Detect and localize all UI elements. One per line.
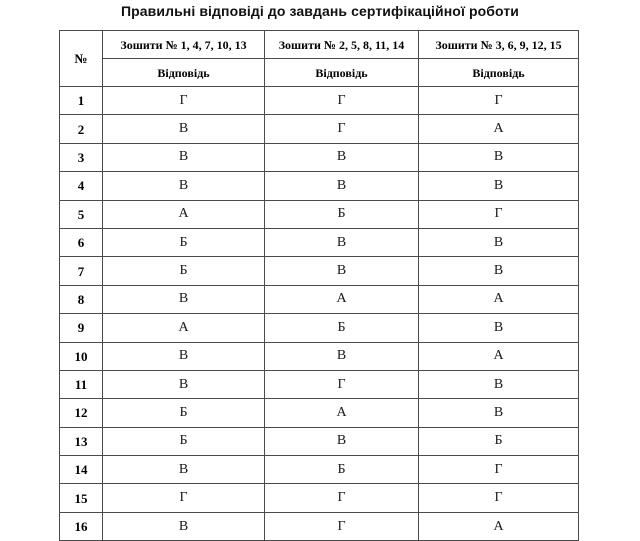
task-number-cell: 14: [60, 456, 103, 484]
answer-cell-variant-3: В: [419, 143, 579, 171]
answer-cell-variant-1: Б: [103, 228, 265, 256]
answer-cell-variant-2: В: [265, 427, 419, 455]
answer-cell-variant-3: В: [419, 399, 579, 427]
table-row: [60, 342, 579, 370]
answer-cell-variant-2: В: [265, 172, 419, 200]
answer-cell-variant-1: Б: [103, 427, 265, 455]
table-row: [60, 285, 579, 313]
answer-cell-variant-2: Г: [265, 87, 419, 115]
task-number-cell: 3: [60, 143, 103, 171]
table-row: [60, 87, 579, 115]
table-row: [60, 399, 579, 427]
task-number-cell: 16: [60, 512, 103, 540]
answer-cell-variant-3: В: [419, 314, 579, 342]
answer-cell-variant-2: В: [265, 143, 419, 171]
table-row: [60, 314, 579, 342]
answer-cell-variant-2: Б: [265, 314, 419, 342]
table-row: [60, 257, 579, 285]
answer-cell-variant-3: В: [419, 228, 579, 256]
answer-cell-variant-1: Г: [103, 484, 265, 512]
column-header-variant-1: Зошити № 1, 4, 7, 10, 13: [103, 31, 265, 59]
answer-cell-variant-2: В: [265, 342, 419, 370]
table-row: [60, 484, 579, 512]
column-subheader-answer-3: Відповідь: [419, 59, 579, 87]
answer-cell-variant-1: В: [103, 115, 265, 143]
task-number-cell: 1: [60, 87, 103, 115]
task-number-cell: 2: [60, 115, 103, 143]
page-title: Правильні відповіді до завдань сертифікаційної роботи: [120, 3, 519, 19]
answers-table-container: [59, 30, 578, 541]
column-subheader-answer-2: Відповідь: [265, 59, 419, 87]
task-number-cell: 8: [60, 285, 103, 313]
task-number-cell: 9: [60, 314, 103, 342]
column-header-number: №: [60, 31, 103, 87]
table-row: [60, 143, 579, 171]
table-row: [60, 456, 579, 484]
task-number-cell: 12: [60, 399, 103, 427]
task-number-cell: 4: [60, 172, 103, 200]
task-number-cell: 13: [60, 427, 103, 455]
header-row-variants: [60, 31, 579, 59]
table-row: [60, 512, 579, 540]
answers-table: [59, 30, 579, 541]
answer-cell-variant-1: В: [103, 512, 265, 540]
answer-cell-variant-2: В: [265, 257, 419, 285]
table-row: [60, 200, 579, 228]
answer-cell-variant-3: А: [419, 342, 579, 370]
answer-cell-variant-1: В: [103, 342, 265, 370]
table-row: [60, 370, 579, 398]
answer-cell-variant-1: Б: [103, 399, 265, 427]
answer-cell-variant-1: В: [103, 143, 265, 171]
column-header-variant-3: Зошити № 3, 6, 9, 12, 15: [419, 31, 579, 59]
task-number-cell: 15: [60, 484, 103, 512]
task-number-cell: 7: [60, 257, 103, 285]
answer-cell-variant-1: В: [103, 172, 265, 200]
answer-cell-variant-1: А: [103, 200, 265, 228]
answer-cell-variant-1: В: [103, 456, 265, 484]
answer-cell-variant-2: Б: [265, 200, 419, 228]
column-subheader-answer-1: Відповідь: [103, 59, 265, 87]
table-row: [60, 172, 579, 200]
answer-cell-variant-3: В: [419, 172, 579, 200]
answer-cell-variant-2: Г: [265, 512, 419, 540]
answer-cell-variant-2: Г: [265, 115, 419, 143]
table-row: [60, 228, 579, 256]
table-row: [60, 115, 579, 143]
answer-cell-variant-2: А: [265, 285, 419, 313]
table-header: [60, 31, 579, 87]
task-number-cell: 5: [60, 200, 103, 228]
task-number-cell: 11: [60, 370, 103, 398]
answer-cell-variant-1: В: [103, 285, 265, 313]
table-row: [60, 427, 579, 455]
answer-cell-variant-3: В: [419, 370, 579, 398]
answer-cell-variant-3: А: [419, 115, 579, 143]
answer-cell-variant-3: Г: [419, 484, 579, 512]
answer-cell-variant-3: А: [419, 512, 579, 540]
task-number-cell: 10: [60, 342, 103, 370]
answer-cell-variant-2: Г: [265, 370, 419, 398]
table-body: [60, 87, 579, 541]
answer-cell-variant-1: А: [103, 314, 265, 342]
answer-cell-variant-3: Г: [419, 456, 579, 484]
answer-cell-variant-1: Г: [103, 87, 265, 115]
answer-cell-variant-2: В: [265, 228, 419, 256]
header-row-subheaders: [60, 59, 579, 87]
column-header-variant-2: Зошити № 2, 5, 8, 11, 14: [265, 31, 419, 59]
answer-cell-variant-3: Г: [419, 200, 579, 228]
answer-cell-variant-3: Г: [419, 87, 579, 115]
answer-cell-variant-3: Б: [419, 427, 579, 455]
answer-cell-variant-2: Г: [265, 484, 419, 512]
answer-cell-variant-2: А: [265, 399, 419, 427]
answer-cell-variant-3: А: [419, 285, 579, 313]
answer-cell-variant-2: Б: [265, 456, 419, 484]
answer-cell-variant-1: В: [103, 370, 265, 398]
answer-cell-variant-1: Б: [103, 257, 265, 285]
task-number-cell: 6: [60, 228, 103, 256]
answer-cell-variant-3: В: [419, 257, 579, 285]
